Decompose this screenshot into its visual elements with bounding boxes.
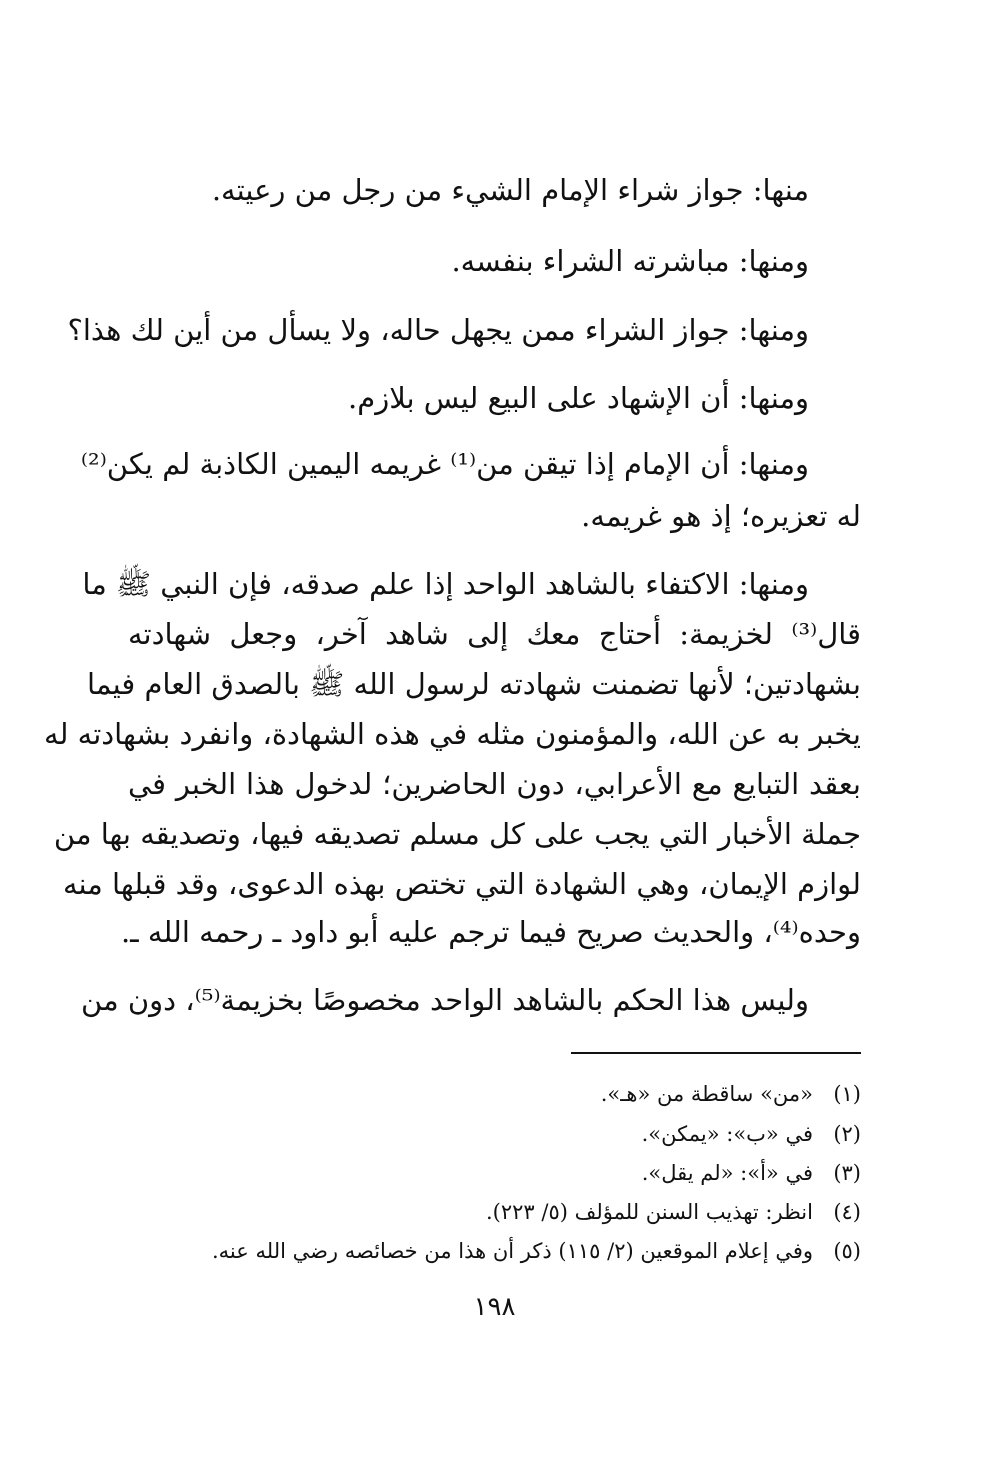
footnote (128, 1157, 861, 1189)
page-number: ١٩٨ (473, 1292, 516, 1322)
footnote-number: (٢) (833, 1122, 861, 1146)
footnote-text: في «أ»: «لم يقل». (641, 1161, 813, 1185)
footnote (128, 1118, 861, 1150)
text-line: بعقد التبايع مع الأعرابي، دون الحاضرين؛ لدخول هذا الخبر في (128, 767, 861, 801)
text-line: قال⁽³⁾ لخزيمة: أحتاج معك إلى شاهد آخر، وجعل شهادته (128, 617, 861, 651)
text-line: بشهادتين؛ لأنها تضمنت شهادته لرسول الله ﷺ بالصدق العام فيما (87, 667, 861, 701)
footnote-number: (١) (833, 1082, 861, 1106)
text-line: وليس هذا الحكم بالشاهد الواحد مخصوصًا بخزيمة⁽⁵⁾، دون من (81, 983, 809, 1017)
footnote (128, 1196, 861, 1228)
text-line: ومنها: مباشرته الشراء بنفسه. (451, 244, 809, 278)
text-line: وحده⁽⁴⁾، والحديث صريح فيما ترجم عليه أبو داود ـ رحمه الله ـ. (120, 915, 861, 949)
footnote-text: انظر: تهذيب السنن للمؤلف (٥/ ٢٢٣). (485, 1200, 813, 1224)
footnote-number: (٤) (833, 1200, 861, 1224)
footnote (128, 1078, 861, 1110)
text-line: جملة الأخبار التي يجب على كل مسلم تصديقه فيها، وتصديقه بها من (53, 817, 861, 851)
footnote-number: (٥) (833, 1239, 861, 1263)
footnote-text: وفي إعلام الموقعين (٢/ ١١٥) ذكر أن هذا من خصائصه رضي الله عنه. (212, 1239, 813, 1263)
footnote-number: (٣) (833, 1161, 861, 1185)
text-line: ومنها: جواز الشراء ممن يجهل حاله، ولا يسأل من أين لك هذا؟ (67, 313, 809, 347)
text-line: ومنها: أن الإمام إذا تيقن من⁽¹⁾ غريمه اليمين الكاذبة لم يكن⁽²⁾ (80, 447, 809, 481)
text-line: يخبر به عن الله، والمؤمنون مثله في هذه الشهادة، وانفرد بشهادته له (44, 717, 861, 751)
footnote-text: في «ب»: «يمكن». (641, 1122, 813, 1146)
footnote-text: «من» ساقطة من «هـ». (600, 1082, 813, 1106)
footnote (128, 1235, 861, 1267)
footnote-divider (571, 1052, 861, 1054)
text-line: ومنها: الاكتفاء بالشاهد الواحد إذا علم صدقه، فإن النبي ﷺ ما (82, 567, 809, 601)
text-line: ومنها: أن الإشهاد على البيع ليس بلازم. (348, 381, 809, 415)
text-line: منها: جواز شراء الإمام الشيء من رجل من رعيته. (211, 173, 809, 207)
text-line: له تعزيره؛ إذ هو غريمه. (581, 499, 861, 533)
text-line: لوازم الإيمان، وهي الشهادة التي تختص بهذه الدعوى، وقد قبلها منه (62, 867, 861, 901)
